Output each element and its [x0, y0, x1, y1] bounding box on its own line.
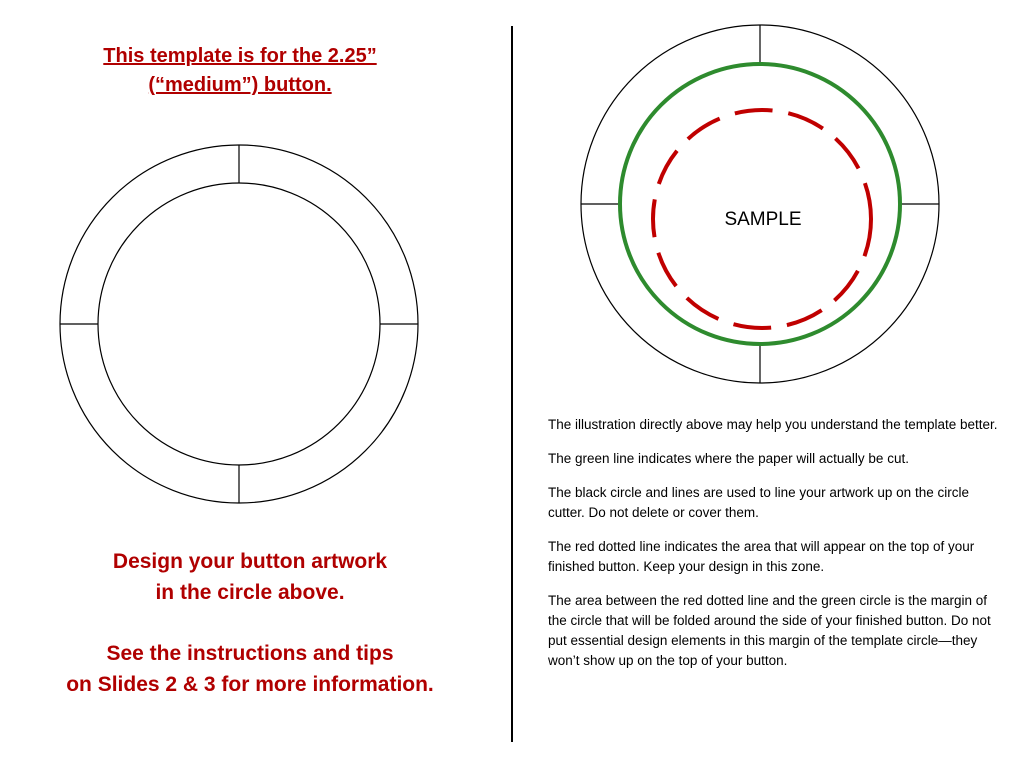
design-instruction: [40, 546, 460, 608]
design-line-1: Design your button artwork: [112, 550, 388, 573]
instructions-line-2: on Slides 2 & 3 for more information.: [66, 673, 434, 696]
note-black-circle: The black circle and lines are used to line your artwork up on the circle cutter. Do not delete or cover them.: [548, 485, 969, 520]
sample-label: SAMPLE: [724, 209, 802, 230]
title-line-1: This template is for the 2.25”: [103, 45, 377, 67]
design-line-2: in the circle above.: [155, 581, 345, 604]
note-margin: The area between the red dotted line and the green circle is the margin of the circle that will be folded around the side of your finished button. Do not put essential design elements in this margin of the template circle—they won’t show up on the top of your button.: [548, 593, 991, 668]
instructions-line-1: See the instructions and tips: [106, 642, 394, 665]
note-illustration: The illustration directly above may help you understand the template better.: [548, 417, 998, 432]
explanation-notes: [548, 415, 1003, 685]
note-green-line: The green line indicates where the paper will actually be cut.: [548, 451, 909, 466]
template-title: [40, 42, 440, 100]
sample-cut-line: [620, 64, 900, 344]
slides-reference: [30, 638, 470, 700]
button-template-circle[interactable]: [50, 137, 420, 517]
title-line-2: (“medium”) button.: [148, 74, 332, 96]
template-inner-circle[interactable]: [98, 183, 380, 465]
note-red-line: The red dotted line indicates the area that will appear on the top of your finished button. Keep your design in this zone.: [548, 539, 975, 574]
sample-illustration: [570, 16, 950, 391]
vertical-divider: [511, 26, 513, 742]
